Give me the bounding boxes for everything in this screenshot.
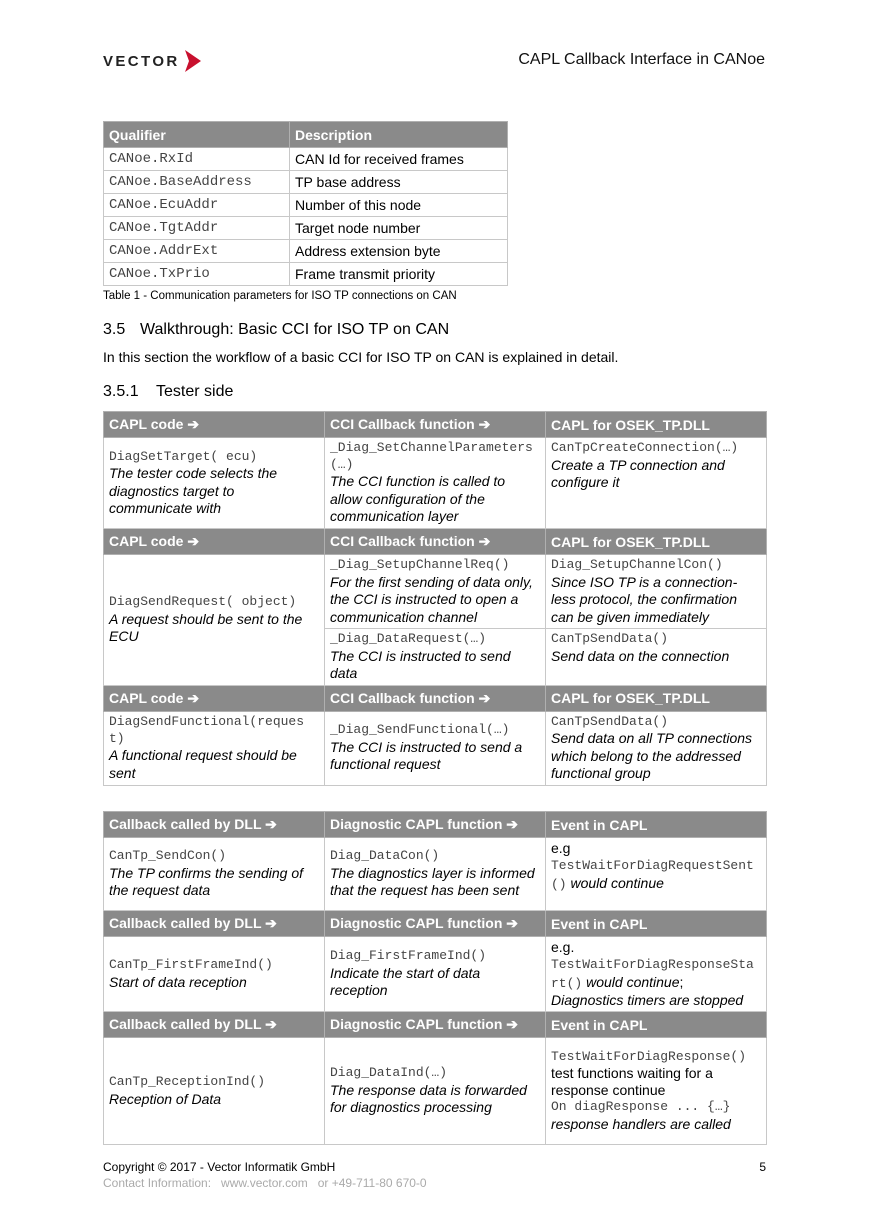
table-row [104,937,767,1012]
qualifier-table [103,121,508,286]
tester-side-table [103,411,767,786]
cell-description: The TP confirms the sending of the request data [109,864,304,899]
cci-callback-cell [325,438,546,529]
subsection-heading [103,383,233,401]
code-text: CanTp_FirstFrameInd() [109,957,273,972]
table-header-row [104,529,767,555]
subsection-title: Tester side [156,383,234,400]
code-text: TestWaitForDiagRequestSent() [551,858,754,892]
event-prefix: e.g. [551,939,575,955]
table-row [104,1038,767,1145]
table-row [104,148,508,171]
description-cell: TP base address [290,171,508,194]
code-text: Diag_DataInd(…) [330,1065,448,1081]
cell-description: The CCI function is called to allow configuration of the communication layer [330,473,506,525]
qualifier-cell: CANoe.RxId [104,148,290,171]
cell-description: The diagnostics layer is informed that the request has been sent [330,864,535,899]
header-callback-dll: Callback called by DLL ➔ [104,1012,325,1038]
capl-code-cell [104,555,325,686]
dll-callback-table [103,811,767,1145]
event-capl-cell [546,838,767,911]
code-text: TestWaitForDiagResponse() [551,1048,747,1064]
table-row [104,194,508,217]
cell-description: Since ISO TP is a connection-less protocol, the confirmation can be given immediately [551,573,738,625]
cell-description: A functional request should be sent [109,747,297,781]
subsection-number: 3.5.1 [103,383,139,400]
footer-copyright: Copyright © 2017 - Vector Informatik GmbH [103,1160,336,1174]
header-description: Description [290,122,508,148]
vector-logo [103,50,201,72]
cell-description: The CCI is instructed to send data [330,647,511,681]
qualifier-cell: CANoe.AddrExt [104,240,290,263]
description-cell: Address extension byte [290,240,508,263]
cell-description: The CCI is instructed to send a functional request [330,738,523,773]
table-row [104,555,767,629]
code-text: Diag_SetupChannelCon() [551,557,723,572]
diag-capl-cell [325,1038,546,1145]
section-heading [103,321,449,339]
cell-description: Send data on all TP connections which belong to the addressed functional group [551,730,753,781]
table-header-row [104,685,767,711]
code-text: Diag_FirstFrameInd() [330,948,487,964]
callback-cell [104,1038,325,1145]
code-text: _Diag_SetupChannelReq() [330,557,510,572]
page-number: 5 [759,1160,766,1174]
table-row [104,838,767,911]
event-prefix: e.g [551,840,571,856]
code-text: _Diag_SetChannelParameters(…) [330,440,533,472]
cci-callback-cell [325,711,546,785]
cell-description: The tester code selects the diagnostics target to communicate with [109,465,278,516]
header-cci-callback: CCI Callback function ➔ [325,412,546,438]
header-cci-callback: CCI Callback function ➔ [325,529,546,555]
code-text: On diagResponse ... {…} [551,1099,731,1115]
capl-osek-cell [546,711,767,785]
code-text: DiagSendRequest( object) [109,594,297,609]
section-title: Walkthrough: Basic CCI for ISO TP on CAN [140,321,450,338]
header-event-capl: Event in CAPL [546,1012,767,1038]
cell-description: A request should be sent to the ECU [109,610,303,644]
description-cell: CAN Id for received frames [290,148,508,171]
table-row [104,240,508,263]
qualifier-cell: CANoe.TgtAddr [104,217,290,240]
capl-osek-cell [546,555,767,629]
code-text: CanTpSendData() [551,631,669,646]
table-header-row [104,122,508,148]
cell-description: For the first sending of data only, the CCI is instructed to open a communication channel [330,573,533,625]
event-separator: ; [679,973,684,990]
event-capl-cell [546,937,767,1012]
header-capl-osek: CAPL for OSEK_TP.DLL [546,685,767,711]
cci-callback-cell [325,629,546,686]
header-qualifier: Qualifier [104,122,290,148]
callback-cell [104,838,325,911]
qualifier-cell: CANoe.BaseAddress [104,171,290,194]
header-callback-dll: Callback called by DLL ➔ [104,812,325,838]
cell-description: would continue [582,973,680,990]
code-text: DiagSetTarget( ecu) [109,448,258,464]
code-text: CanTp_ReceptionInd() [109,1074,266,1089]
header-capl-code: CAPL code ➔ [104,412,325,438]
table-caption: Table 1 - Communication parameters for ISO TP connections on CAN [103,290,457,302]
cell-description: Send data on the connection [551,647,730,664]
table-row [104,217,508,240]
qualifier-cell: CANoe.EcuAddr [104,194,290,217]
table-row [104,711,767,785]
description-cell: Target node number [290,217,508,240]
section-intro: In this section the workflow of a basic CCI for ISO TP on CAN is explained in detail. [103,349,619,365]
diag-capl-cell [325,838,546,911]
cell-description: Indicate the start of data reception [330,964,481,999]
cell-description: test functions waiting for a response continue [551,1065,713,1099]
description-cell: Number of this node [290,194,508,217]
code-text: CanTpCreateConnection(…) [551,440,739,455]
cell-description: The response data is forwarded for diagnostics processing [330,1081,527,1116]
capl-code-cell [104,438,325,529]
event-capl-cell [546,1038,767,1145]
callback-cell [104,937,325,1012]
header-capl-osek: CAPL for OSEK_TP.DLL [546,412,767,438]
header-diagnostic-capl: Diagnostic CAPL function ➔ [325,911,546,937]
cell-description: Diagnostics timers are stopped [551,992,744,1008]
header-callback-dll: Callback called by DLL ➔ [104,911,325,937]
cell-description: Create a TP connection and configure it [551,456,725,490]
header-diagnostic-capl: Diagnostic CAPL function ➔ [325,812,546,838]
table-row [104,263,508,286]
code-text: _Diag_SendFunctional(…) [330,722,510,738]
capl-osek-cell [546,629,767,686]
code-text: _Diag_DataRequest(…) [330,631,487,646]
header-event-capl: Event in CAPL [546,812,767,838]
code-text: Diag_DataCon() [330,848,440,864]
code-text: CanTpSendData() [551,713,669,729]
logo-text: VECTOR [103,52,180,70]
table-header-row [104,911,767,937]
table-header-row [104,1012,767,1038]
description-cell: Frame transmit priority [290,263,508,286]
table-row [104,438,767,529]
cell-description: Reception of Data [109,1090,222,1107]
capl-osek-cell [546,438,767,529]
document-title: CAPL Callback Interface in CANoe [518,51,765,68]
header-diagnostic-capl: Diagnostic CAPL function ➔ [325,1012,546,1038]
diag-capl-cell [325,937,546,1012]
capl-code-cell [104,711,325,785]
code-text: DiagSendFunctional(request) [109,714,305,746]
cell-description: Start of data reception [109,973,247,990]
code-text: CanTp_SendCon() [109,848,227,864]
header-capl-osek: CAPL for OSEK_TP.DLL [546,529,767,555]
table-header-row [104,812,767,838]
chevron-right-icon [183,50,201,72]
qualifier-cell: CANoe.TxPrio [104,263,290,286]
header-capl-code: CAPL code ➔ [104,685,325,711]
header-cci-callback: CCI Callback function ➔ [325,685,546,711]
cell-description: would continue [566,874,664,891]
cci-callback-cell [325,555,546,629]
table-row [104,171,508,194]
table-header-row [104,412,767,438]
header-event-capl: Event in CAPL [546,911,767,937]
footer-contact: Contact Information: www.vector.com or +49-711-80 670-0 [103,1176,427,1190]
section-number: 3.5 [103,321,126,338]
header-capl-code: CAPL code ➔ [104,529,325,555]
cell-description: response handlers are called [551,1115,731,1132]
code-text: TestWaitForDiagResponseStart() [551,957,754,991]
